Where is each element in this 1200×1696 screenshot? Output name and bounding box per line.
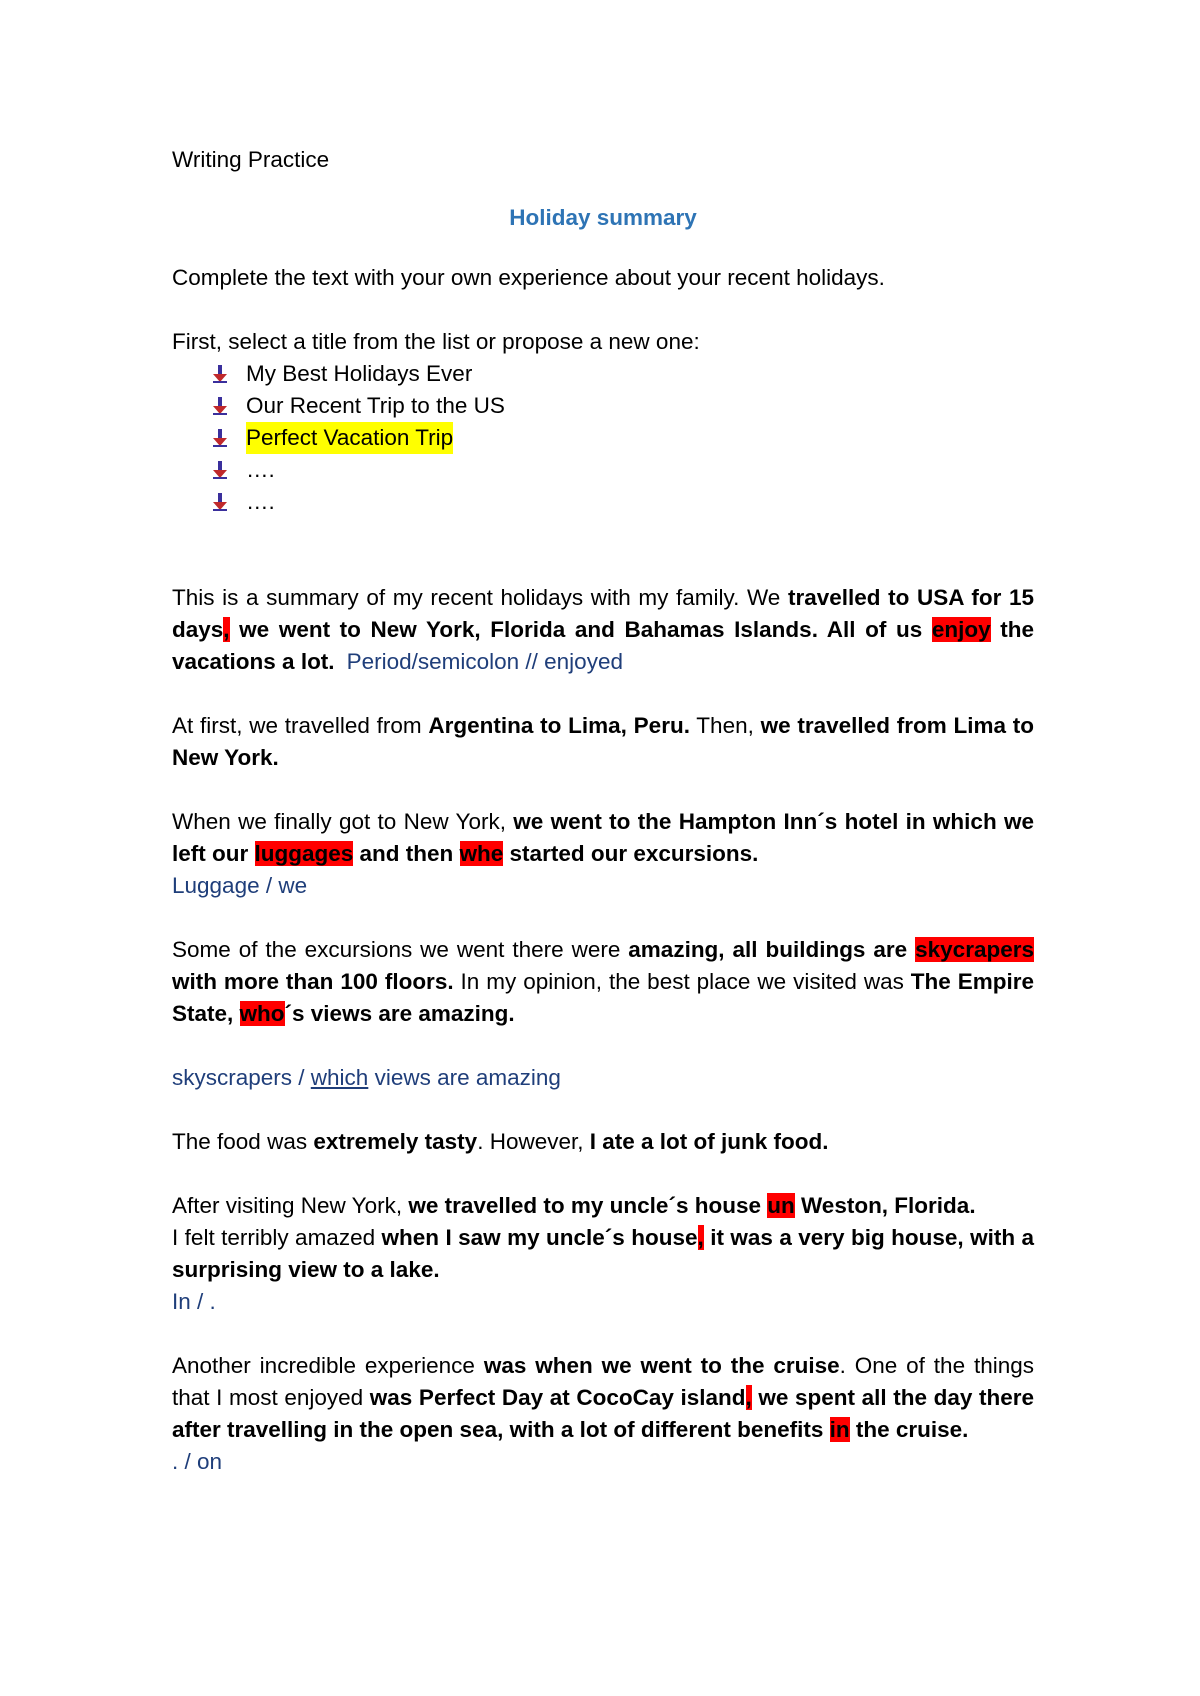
paragraph-summary	[172, 582, 1034, 678]
paragraph-food	[172, 1126, 1034, 1158]
text-run-bold: and then	[353, 841, 460, 866]
error-highlight: ,	[223, 617, 230, 642]
list-item	[212, 390, 1034, 422]
error-highlight: ,	[697, 1225, 704, 1250]
correction-note: . / on	[172, 1449, 223, 1474]
text-run-bold: it was a very big house, with a surprising view to a lake.	[172, 1225, 1035, 1282]
text-run: When we finally got to New York,	[172, 809, 514, 834]
arrow-bullet-icon	[212, 364, 228, 384]
error-highlight: whe	[459, 841, 504, 866]
text-run: Some of the excursions we went there were	[172, 937, 629, 962]
list-item	[212, 422, 1034, 454]
arrow-bullet-icon	[212, 492, 228, 512]
text-run-bold: amazing, all buildings are	[628, 937, 916, 962]
arrow-bullet-icon	[212, 460, 228, 480]
text-run-bold: extremely tasty	[313, 1129, 478, 1154]
page-title: Holiday summary	[509, 205, 697, 230]
text-run: Another incredible experience	[172, 1353, 484, 1378]
error-highlight: in	[829, 1417, 850, 1442]
title-option-label: ….	[246, 457, 275, 482]
error-highlight: ,	[745, 1385, 752, 1410]
error-highlight: un	[767, 1193, 795, 1218]
header-label: Writing Practice	[172, 147, 330, 172]
text-run: At first, we travelled from	[172, 713, 429, 738]
document-body	[172, 144, 1034, 1478]
correction-note: Luggage / we	[172, 873, 308, 898]
instruction-complete: Complete the text with your own experience about your recent holidays.	[172, 265, 885, 290]
paragraph-new-york	[172, 806, 1034, 870]
text-run-bold: was Perfect Day at CocoCay island	[369, 1385, 746, 1410]
text-run-bold: the cruise.	[849, 1417, 969, 1442]
text-run: After visiting New York,	[172, 1193, 409, 1218]
text-run-bold: was when we went to the cruise	[483, 1353, 840, 1378]
error-highlight: luggages	[254, 841, 354, 866]
paragraph-cruise	[172, 1350, 1034, 1446]
text-run-bold: the vacations a lot.	[172, 617, 1034, 674]
title-options-list	[172, 358, 1034, 518]
text-run-bold: The Empire State,	[172, 969, 1035, 1026]
text-run-bold: we travelled to my uncle´s house	[408, 1193, 768, 1218]
error-highlight: who	[239, 1001, 285, 1026]
text-run: I felt terribly amazed	[172, 1225, 382, 1250]
list-item	[212, 454, 1034, 486]
error-highlight: skycrapers	[915, 937, 1034, 962]
text-run-bold: started our excursions.	[503, 841, 759, 866]
blank-line	[172, 550, 1034, 582]
correction-note: In / .	[172, 1289, 216, 1314]
text-run: This is a summary of my recent holidays with my family. We	[172, 585, 788, 610]
arrow-bullet-icon	[212, 428, 228, 448]
paragraph-excursions	[172, 934, 1034, 1030]
text-run-bold: Weston, Florida.	[794, 1193, 976, 1218]
list-item	[212, 358, 1034, 390]
paragraph-uncle-house-line1	[172, 1190, 1034, 1222]
title-option-selected: Perfect Vacation Trip	[246, 422, 453, 454]
text-run-bold: when I saw my uncle´s house	[381, 1225, 698, 1250]
arrow-bullet-icon	[212, 396, 228, 416]
correction-note	[172, 1062, 1034, 1094]
text-run: The food was	[172, 1129, 314, 1154]
text-run-bold: I ate a lot of junk food.	[589, 1129, 829, 1154]
title-option-label: My Best Holidays Ever	[246, 361, 473, 386]
title-option-label: ….	[246, 489, 275, 514]
text-run-bold: we went to New York, Florida and Bahamas Islands. All of us	[229, 617, 932, 642]
text-run-bold: we travelled from Lima to New York.	[172, 713, 1034, 770]
text-run-bold: Argentina to Lima, Peru.	[428, 713, 690, 738]
instruction-select-title: First, select a title from the list or propose a new one:	[172, 329, 700, 354]
underlined-word: which	[310, 1065, 369, 1090]
text-run-bold: ´s views are amazing.	[284, 1001, 515, 1026]
paragraph-first-travel	[172, 710, 1034, 774]
paragraph-uncle-house-line2	[172, 1222, 1034, 1286]
text-run: views are amazing	[368, 1065, 561, 1090]
title-option-label: Our Recent Trip to the US	[246, 393, 505, 418]
list-item	[212, 486, 1034, 518]
correction-note: Period/semicolon // enjoyed	[346, 649, 623, 674]
text-run: In my opinion, the best place we visited was	[453, 969, 911, 994]
text-run: . One of the things that I most enjoyed	[172, 1353, 1034, 1410]
text-run: Then,	[689, 713, 761, 738]
text-run-bold: with more than 100 floors.	[172, 969, 454, 994]
blank-line	[172, 518, 1034, 550]
text-run-bold: we went to the Hampton Inn´s hotel in which we left our	[172, 809, 1034, 866]
text-run-bold: travelled to USA for 15 days	[172, 585, 1034, 642]
text-run-bold: we spent all the day there after travelling in the open sea, with a lot of different benefits	[172, 1385, 1035, 1442]
text-run: . However,	[477, 1129, 590, 1154]
text-run: skyscrapers /	[172, 1065, 311, 1090]
error-highlight: enjoy	[931, 617, 991, 642]
